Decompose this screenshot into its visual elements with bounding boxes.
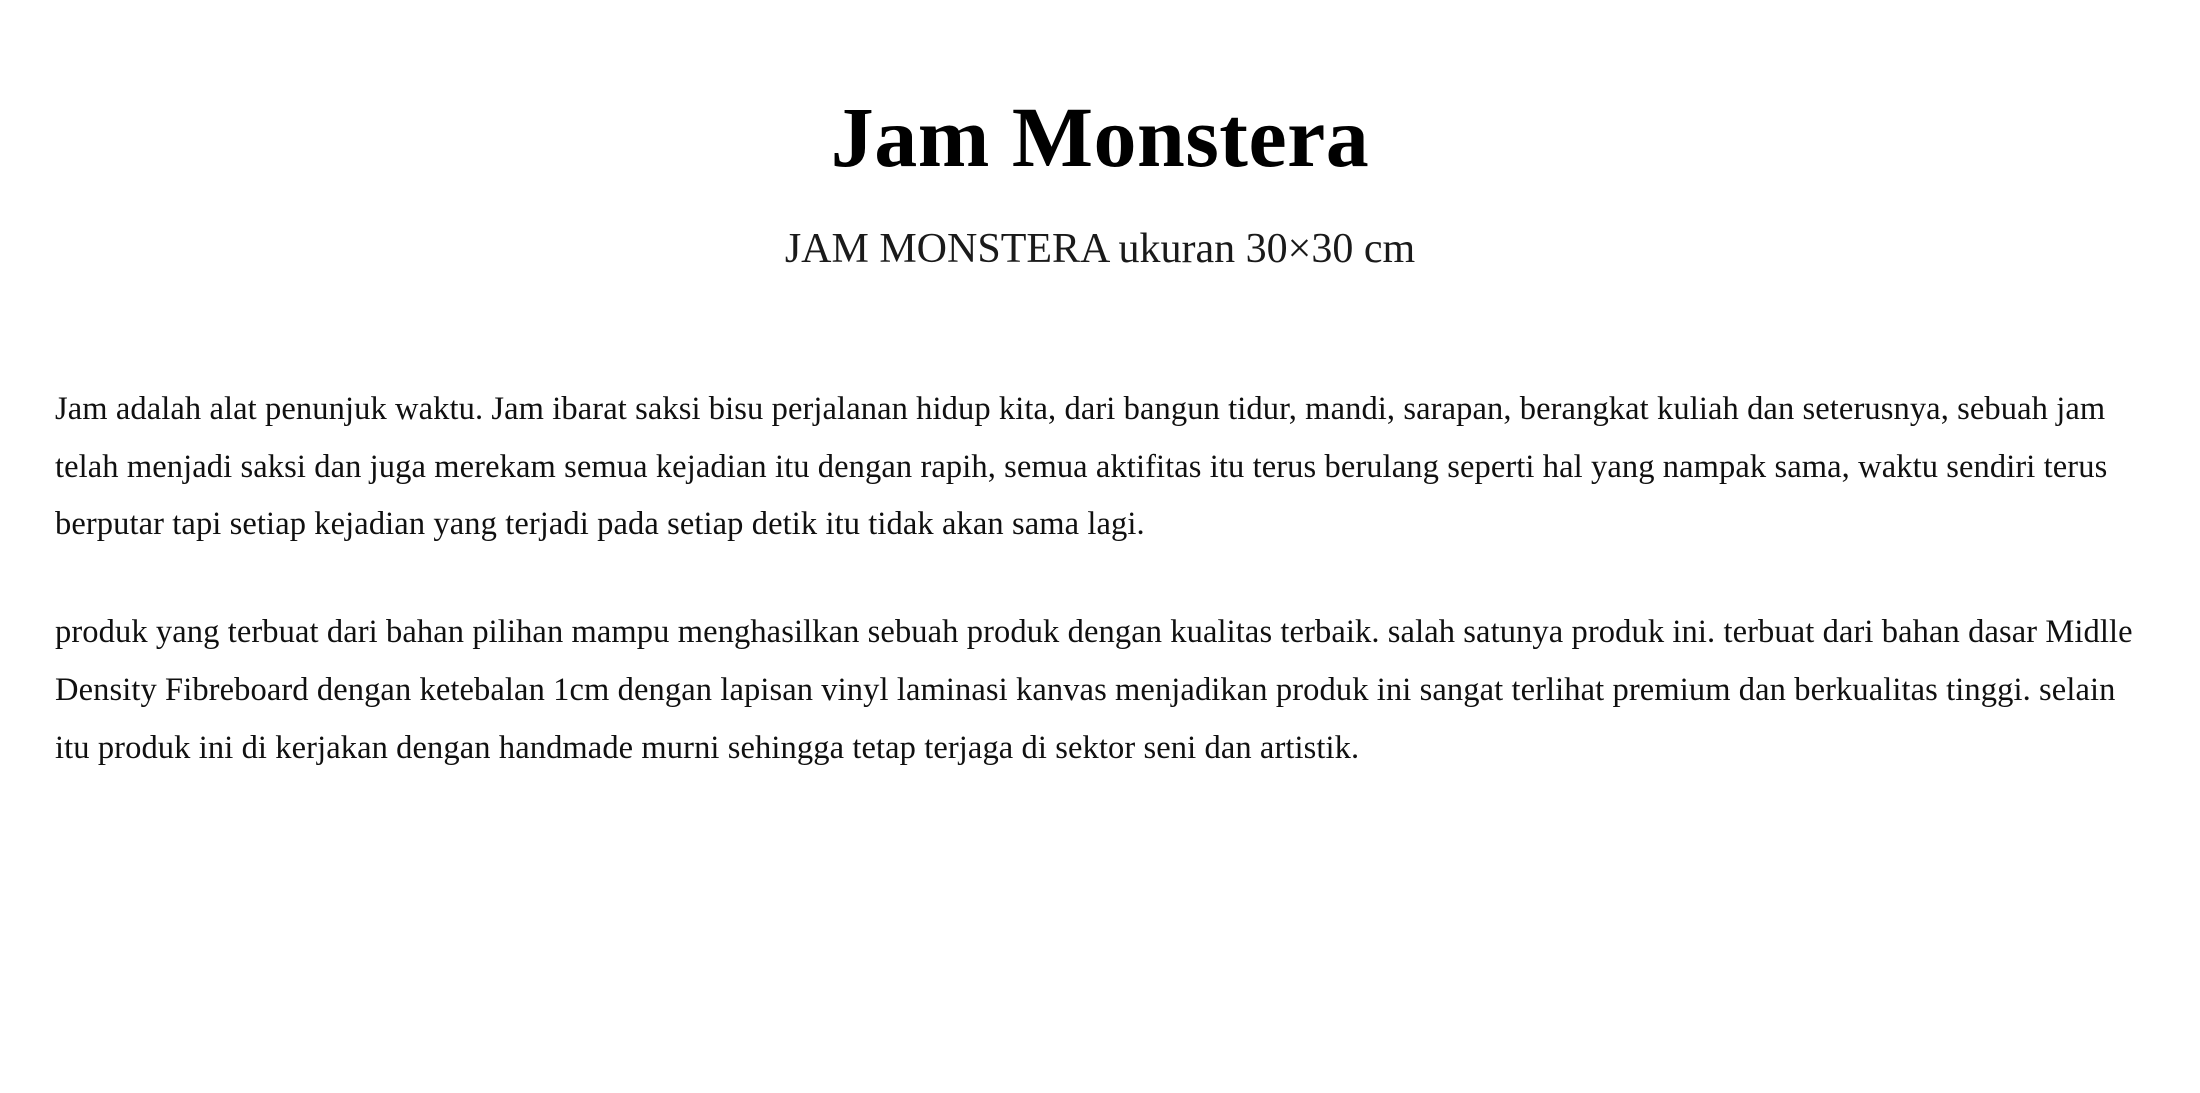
page-title: Jam Monstera [830, 89, 1370, 185]
body-paragraph: produk yang terbuat dari bahan pilihan mampu menghasilkan sebuah produk dengan kualitas terbaik. salah satunya produk ini. terbuat dari bahan dasar Midlle Density Fibreboard dengan ketebalan 1cm dengan lapisan vinyl laminasi kanvas menjadikan produk ini sangat terlihat premium dan berkualitas tinggi. selain itu produk ini di kerjakan dengan handmade murni sehingga tetap terjaga di sektor seni dan artistik. [55, 614, 2133, 766]
body-paragraph: Jam adalah alat penunjuk waktu. Jam ibarat saksi bisu perjalanan hidup kita, dari bangun tidur, mandi, sarapan, berangkat kuliah dan seterusnya, sebuah jam telah menjadi saksi dan juga merekam semua kejadian itu dengan rapih, semua aktifitas itu terus berulang seperti hal yang nampak sama, waktu sendiri terus berputar tapi setiap kejadian yang terjadi pada setiap detik itu tidak akan sama lagi. [55, 390, 2108, 543]
document-body [0, 381, 2200, 778]
page-subtitle: JAM MONSTERA ukuran 30×30 cm [784, 226, 1416, 273]
